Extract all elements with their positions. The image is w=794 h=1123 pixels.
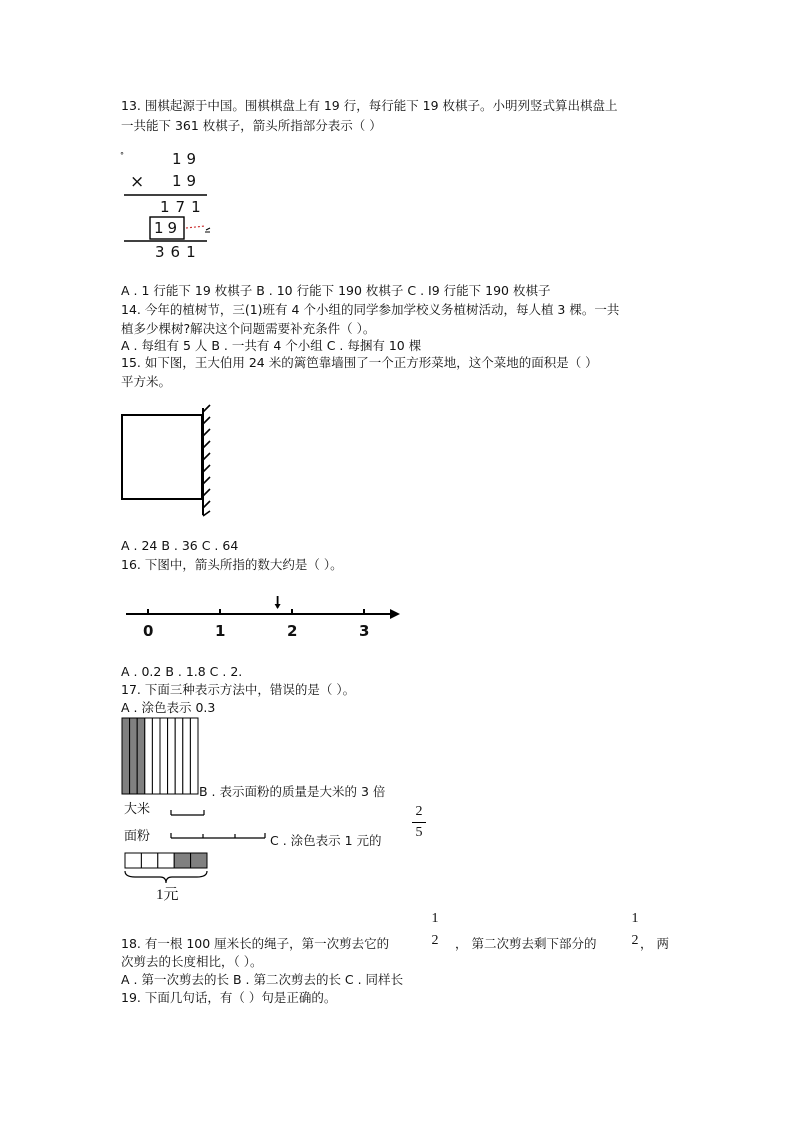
bar-cell-shaded bbox=[191, 853, 207, 868]
q16-text-line1: 16. 下图中，箭头所指的数大约是（ ）。 bbox=[121, 557, 343, 572]
q16-options: A . 0.2 B . 1.8 C . 2. bbox=[121, 664, 243, 679]
fraction1-denominator: 2 bbox=[431, 933, 439, 948]
q17-optB: B . 表示面粉的质量是大米的 3 倍 bbox=[199, 784, 386, 799]
fraction1-numerator: 1 bbox=[431, 911, 439, 926]
q14-text-line2: 植多少棵树?解决这个问题需要补充条件（ ）。 bbox=[121, 321, 376, 336]
q15-options: A . 24 B . 36 C . 64 bbox=[121, 538, 239, 553]
q18-options: A . 第一次剪去的长 B . 第二次剪去的长 C . 同样长 bbox=[121, 972, 404, 987]
q18-text-part3: ， 两 bbox=[640, 936, 669, 951]
bar-brace bbox=[125, 871, 207, 883]
q17-optC: C . 涂色表示 1 元的 bbox=[270, 833, 382, 848]
calc-times-sign: × bbox=[130, 172, 145, 192]
q15-text-line2: 平方米。 bbox=[121, 374, 172, 389]
q18-fraction1 bbox=[428, 911, 442, 949]
q14-text-line1: 14. 今年的植树节，三(1)班有 4 个小组的同学参加学校义务植树活动，每人植 3 棵。一共 bbox=[121, 302, 620, 317]
bar-cell bbox=[125, 853, 141, 868]
q17-text-line1: 17. 下面三种表示方法中，错误的是（ ）。 bbox=[121, 682, 356, 697]
calc-result: 361 bbox=[155, 243, 202, 261]
q13-text-line1: 13. 围棋起源于中国。围棋棋盘上有 19 行，每行能下 19 枚棋子。小明列竖式算出棋盘上 bbox=[121, 98, 618, 113]
q15-text-line1: 15. 如下图，王大伯用 24 米的篱笆靠墙围了一个正方形菜地，这个菜地的面积是（ ） bbox=[121, 355, 598, 370]
number-line-label: 1 bbox=[215, 622, 226, 640]
number-line-label: 3 bbox=[359, 622, 370, 640]
fraction2-numerator: 1 bbox=[631, 911, 639, 926]
fraction-numerator: 2 bbox=[415, 804, 423, 819]
fraction-denominator: 5 bbox=[415, 825, 423, 840]
calc-row3: 171 bbox=[160, 198, 207, 216]
q14-options: A . 每组有 5 人 B . 一共有 4 个小组 C . 每捆有 10 棵 bbox=[121, 338, 422, 353]
q18-text-part2: ， 第二次剪去剩下部分的 bbox=[455, 936, 597, 951]
label-flour: 面粉 bbox=[124, 829, 151, 844]
q17-optA: A . 涂色表示 0.3 bbox=[121, 700, 216, 715]
q13-options: A . 1 行能下 19 枚棋子 B . 10 行能下 190 枚棋子 C . I9 行能下 190 枚棋子 bbox=[121, 283, 551, 298]
bar-cell-shaded bbox=[174, 853, 190, 868]
fraction2-denominator: 2 bbox=[631, 933, 639, 948]
bar-cell bbox=[141, 853, 157, 868]
q18-text-part1: 18. 有一根 100 厘米长的绳子，第一次剪去它的 bbox=[121, 936, 390, 951]
q18-text-line2: 次剪去的长度相比，（ ）。 bbox=[121, 954, 263, 969]
calc-row4: 19 bbox=[154, 219, 182, 237]
calc-row2: 19 bbox=[172, 172, 202, 190]
bar-label: 1元 bbox=[156, 887, 179, 903]
bar-cell bbox=[158, 853, 174, 868]
q13-text-line2: 一共能下 361 枚棋子，箭头所指部分表示（ ） bbox=[121, 118, 382, 133]
label-rice: 大米 bbox=[124, 802, 151, 817]
q19-text-line1: 19. 下面几句话，有（ ）句是正确的。 bbox=[121, 990, 337, 1005]
number-line-label: 2 bbox=[287, 622, 298, 640]
calc-row1: 19 bbox=[172, 150, 202, 168]
svg-text:°: ° bbox=[120, 151, 124, 160]
number-line-label: 0 bbox=[143, 622, 154, 640]
